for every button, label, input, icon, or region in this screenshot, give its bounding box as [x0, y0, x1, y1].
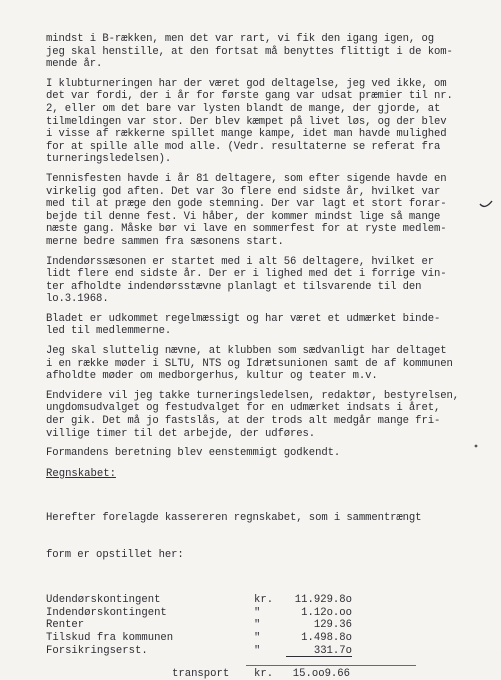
regnskab-intro-line: form er opstillet her:: [46, 549, 184, 562]
account-amount: 11.929.8o: [294, 594, 352, 607]
account-label: Tilskud fra kommunen: [46, 631, 174, 644]
paragraph-line: bejde til denne fest. Vi håber, der kommer mindst lige så mange: [46, 210, 441, 223]
paragraph-line: merne bedre sammen fra sæsonens start.: [46, 235, 284, 248]
paragraph-line: tilmeldingen var stor. Der blev kæmpet på livet løs, og der blev: [46, 115, 447, 128]
dot-mark-icon: [473, 444, 479, 448]
paragraph-line: Indendørssæsonen er startet med i alt 56 deltagere, hvilket er: [46, 255, 434, 268]
paragraph-line: Formandens beretning blev eenstemmigt godkendt.: [46, 447, 341, 460]
accounts-row: [46, 645, 477, 658]
accounts-row: [46, 619, 477, 632]
paragraph-line: turneringsledelsen).: [46, 153, 172, 166]
account-label: Renter: [46, 619, 85, 632]
paragraph-line: Jeg skal sluttelig nævne, at klubben som sædvanligt har deltaget: [46, 345, 447, 358]
paragraph-line: villige timer til det arbejde, der udføres.: [46, 427, 316, 440]
account-amount: 1.12o.oo: [301, 606, 352, 619]
paragraph: [46, 447, 477, 460]
paragraph-line: mende år.: [46, 58, 103, 71]
paragraph-line: jeg skal henstille, at den fortsat må benyttes flittigt i de kom-: [46, 45, 453, 58]
paragraph-line: det var fordi, der i år for første gang var udsat præmier til nr.: [46, 90, 453, 103]
paragraph-line: Bladet er udkommet regelmæssigt og har været et udmærket binde-: [46, 312, 441, 325]
account-label: Forsikringserst.: [46, 644, 148, 657]
accounts-table: [46, 594, 477, 657]
account-unit: ": [254, 619, 261, 632]
account-amount: 129.36: [313, 619, 352, 632]
paragraph-line: led til medlemmerne.: [46, 325, 172, 338]
paragraph-line: mindst i B-rækken, men det var rart, vi fik den igang igen, og: [46, 33, 434, 45]
transport-row: [46, 668, 477, 680]
transport-label: transport: [172, 668, 230, 680]
paragraph-line: Endvidere vil jeg takke turneringsledelsen, redaktør, bestyrelsen,: [46, 389, 459, 402]
paragraph: [46, 78, 477, 166]
margin-mark-icon: [479, 199, 493, 209]
paragraph: [46, 173, 477, 249]
paragraph-line: for at spille alle mod alle. (Vedr. resultaterne se referat fra: [46, 140, 441, 153]
account-label: Udendørskontingent: [46, 594, 161, 607]
transport-amount: 15.oo9.66: [292, 668, 350, 680]
transport-rule: [246, 665, 416, 666]
paragraph: [46, 33, 477, 71]
paragraph-line: lidt flere end sidste år. Der er i lighed med det i forrige vin-: [46, 268, 447, 281]
accounts-row: [46, 632, 477, 645]
account-amount: 1.498.8o: [301, 631, 352, 644]
paragraph-line: der gik. Det må jo fastslås, at der trods alt medgår mange fri-: [46, 415, 441, 428]
paragraph: [46, 345, 477, 383]
paragraph-line: 2, eller om det bare var lysten blandt de mange, der gjorde, at: [46, 102, 441, 115]
account-unit: ": [254, 644, 261, 657]
account-amount: 331.7o: [286, 645, 352, 658]
paragraph-line: lo.3.1968.: [46, 293, 109, 306]
regnskab-intro-line: Herefter forelagde kassereren regnskabet, som i sammentrængt: [46, 511, 422, 524]
report-body: [46, 33, 477, 460]
regnskab-heading: Regnskabet:: [46, 467, 116, 480]
accounts-row: [46, 594, 477, 607]
paragraph-line: afholdte møder om medborgerhus, kultur og teater m.v.: [46, 370, 378, 383]
accounts-row: [46, 607, 477, 620]
paragraph-line: i en række møder i SLTU, NTS og Idrætsunionen samt de af kommunen: [46, 357, 453, 370]
account-label: Indendørskontingent: [46, 606, 167, 619]
paragraph-line: I klubturneringen har der været god deltagelse, jeg ved ikke, om: [46, 77, 447, 90]
account-unit: ": [254, 631, 261, 644]
paragraph: [46, 313, 477, 338]
paragraph-line: virkelig god aften. Det var 3o flere end sidste år, hvilket var: [46, 185, 441, 198]
account-unit: ": [254, 606, 261, 619]
paragraph-line: næste gang. Måske bør vi lave en sommerfest for at ryste medlem-: [46, 223, 447, 236]
paragraph-line: ter afholdte indendørsstævne planlagt et tilsvarende til den: [46, 280, 422, 293]
paragraph-line: ungdomsudvalget og festudvalget for en udmærket indsats i året,: [46, 402, 441, 415]
paragraph: [46, 256, 477, 306]
paragraph-line: i visse af rækkerne spillet mange kampe, idet man havde mulighed: [46, 128, 447, 141]
paragraph-line: Tennisfesten havde i år 81 deltagere, som efter sigende havde en: [46, 172, 447, 185]
paragraph-line: med til at præge den gode stemning. Der var lagt et stort forar-: [46, 198, 447, 211]
account-unit: kr.: [254, 594, 274, 607]
regnskab-intro: [46, 486, 477, 587]
transport-unit: kr.: [254, 668, 274, 680]
paragraph: [46, 390, 477, 440]
